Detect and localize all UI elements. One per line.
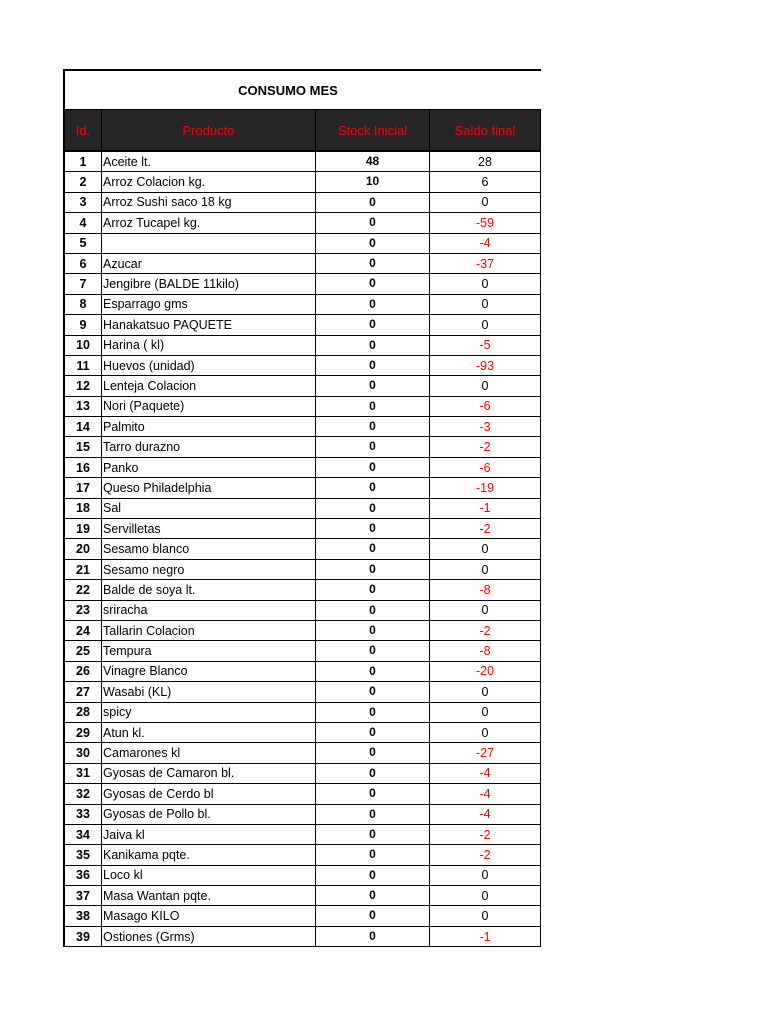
- cell-id[interactable]: 36: [65, 866, 102, 886]
- cell-stock-inicial[interactable]: 0: [316, 478, 430, 498]
- cell-stock-inicial[interactable]: 10: [316, 172, 430, 192]
- header-id: Id.: [65, 110, 102, 150]
- cell-id[interactable]: 18: [65, 499, 102, 519]
- cell-id[interactable]: 24: [65, 621, 102, 641]
- cell-producto[interactable]: Masago KILO: [102, 906, 316, 926]
- cell-saldo-final[interactable]: -8: [430, 580, 541, 600]
- cell-saldo-final[interactable]: -4: [430, 764, 541, 784]
- cell-id[interactable]: 39: [65, 927, 102, 947]
- table-row: [65, 519, 541, 539]
- cell-stock-inicial[interactable]: 0: [316, 927, 430, 947]
- table-row: [65, 743, 541, 763]
- cell-producto[interactable]: Arroz Sushi saco 18 kg: [102, 193, 316, 213]
- cell-producto[interactable]: Kanikama pqte.: [102, 845, 316, 865]
- cell-stock-inicial[interactable]: 0: [316, 437, 430, 457]
- cell-saldo-final[interactable]: -37: [430, 254, 541, 274]
- table-row: [65, 336, 541, 356]
- table-row: [65, 580, 541, 600]
- cell-producto[interactable]: spicy: [102, 703, 316, 723]
- cell-saldo-final[interactable]: -93: [430, 356, 541, 376]
- cell-stock-inicial[interactable]: 0: [316, 845, 430, 865]
- cell-producto[interactable]: Tempura: [102, 641, 316, 661]
- cell-producto[interactable]: sriracha: [102, 601, 316, 621]
- table-row: [65, 662, 541, 682]
- cell-stock-inicial[interactable]: 0: [316, 621, 430, 641]
- cell-saldo-final[interactable]: 0: [430, 539, 541, 559]
- cell-producto[interactable]: Palmito: [102, 417, 316, 437]
- cell-producto[interactable]: Arroz Tucapel kg.: [102, 213, 316, 233]
- cell-stock-inicial[interactable]: 0: [316, 866, 430, 886]
- cell-id[interactable]: 16: [65, 458, 102, 478]
- cell-stock-inicial[interactable]: 0: [316, 723, 430, 743]
- cell-saldo-final[interactable]: -1: [430, 927, 541, 947]
- table-row: [65, 560, 541, 580]
- cell-id[interactable]: 8: [65, 295, 102, 315]
- table-row: [65, 254, 541, 274]
- cell-id[interactable]: 6: [65, 254, 102, 274]
- cell-id[interactable]: 32: [65, 784, 102, 804]
- cell-saldo-final[interactable]: -5: [430, 336, 541, 356]
- cell-stock-inicial[interactable]: 0: [316, 458, 430, 478]
- cell-id[interactable]: 21: [65, 560, 102, 580]
- inventory-table: [63, 69, 541, 947]
- cell-producto[interactable]: Sesamo blanco: [102, 539, 316, 559]
- cell-stock-inicial[interactable]: 0: [316, 682, 430, 702]
- table-row: [65, 499, 541, 519]
- table-row: [65, 376, 541, 396]
- cell-stock-inicial[interactable]: 0: [316, 580, 430, 600]
- cell-stock-inicial[interactable]: 0: [316, 499, 430, 519]
- cell-producto[interactable]: Huevos (unidad): [102, 356, 316, 376]
- cell-saldo-final[interactable]: -20: [430, 662, 541, 682]
- cell-producto[interactable]: Wasabi (KL): [102, 682, 316, 702]
- cell-producto[interactable]: Camarones kl: [102, 743, 316, 763]
- table-row: [65, 234, 541, 254]
- table-row: [65, 825, 541, 845]
- cell-producto[interactable]: Harina ( kl): [102, 336, 316, 356]
- cell-saldo-final[interactable]: 0: [430, 193, 541, 213]
- cell-producto[interactable]: Tallarin Colacion: [102, 621, 316, 641]
- cell-saldo-final[interactable]: -3: [430, 417, 541, 437]
- cell-producto[interactable]: [102, 234, 316, 254]
- cell-id[interactable]: 26: [65, 662, 102, 682]
- cell-producto[interactable]: Lenteja Colacion: [102, 376, 316, 396]
- table-row: [65, 539, 541, 559]
- header-row: [65, 110, 541, 151]
- cell-stock-inicial[interactable]: 0: [316, 641, 430, 661]
- cell-stock-inicial[interactable]: 0: [316, 825, 430, 845]
- cell-saldo-final[interactable]: 0: [430, 703, 541, 723]
- cell-id[interactable]: 29: [65, 723, 102, 743]
- cell-stock-inicial[interactable]: 0: [316, 254, 430, 274]
- cell-saldo-final[interactable]: -2: [430, 519, 541, 539]
- table-row: [65, 274, 541, 294]
- header-producto: Producto: [102, 110, 316, 150]
- cell-saldo-final[interactable]: 0: [430, 906, 541, 926]
- cell-id[interactable]: 22: [65, 580, 102, 600]
- table-row: [65, 213, 541, 233]
- cell-id[interactable]: 37: [65, 886, 102, 906]
- table-row: [65, 866, 541, 886]
- table-row: [65, 641, 541, 661]
- cell-stock-inicial[interactable]: 0: [316, 601, 430, 621]
- table-row: [65, 478, 541, 498]
- cell-stock-inicial[interactable]: 0: [316, 274, 430, 294]
- cell-stock-inicial[interactable]: 0: [316, 315, 430, 335]
- cell-id[interactable]: 11: [65, 356, 102, 376]
- cell-producto[interactable]: Esparrago gms: [102, 295, 316, 315]
- cell-id[interactable]: 38: [65, 906, 102, 926]
- cell-id[interactable]: 34: [65, 825, 102, 845]
- table-row: [65, 356, 541, 376]
- table-row: [65, 723, 541, 743]
- cell-id[interactable]: 30: [65, 743, 102, 763]
- cell-id[interactable]: 35: [65, 845, 102, 865]
- cell-id[interactable]: 4: [65, 213, 102, 233]
- cell-stock-inicial[interactable]: 0: [316, 784, 430, 804]
- cell-producto[interactable]: Masa Wantan pqte.: [102, 886, 316, 906]
- table-row: [65, 397, 541, 417]
- cell-id[interactable]: 23: [65, 601, 102, 621]
- cell-id[interactable]: 1: [65, 152, 102, 172]
- table-row: [65, 315, 541, 335]
- cell-id[interactable]: 14: [65, 417, 102, 437]
- cell-id[interactable]: 25: [65, 641, 102, 661]
- cell-producto[interactable]: Vinagre Blanco: [102, 662, 316, 682]
- cell-saldo-final[interactable]: -6: [430, 397, 541, 417]
- cell-id[interactable]: 3: [65, 193, 102, 213]
- cell-stock-inicial[interactable]: 0: [316, 295, 430, 315]
- table-row: [65, 621, 541, 641]
- cell-stock-inicial[interactable]: 0: [316, 376, 430, 396]
- cell-id[interactable]: 20: [65, 539, 102, 559]
- table-row: [65, 172, 541, 192]
- cell-id[interactable]: 12: [65, 376, 102, 396]
- table-row: [65, 417, 541, 437]
- cell-producto[interactable]: Jengibre (BALDE 11kilo): [102, 274, 316, 294]
- cell-producto[interactable]: Jaiva kl: [102, 825, 316, 845]
- cell-id[interactable]: 2: [65, 172, 102, 192]
- cell-saldo-final[interactable]: -8: [430, 641, 541, 661]
- cell-stock-inicial[interactable]: 0: [316, 743, 430, 763]
- cell-stock-inicial[interactable]: 0: [316, 397, 430, 417]
- cell-stock-inicial[interactable]: 0: [316, 886, 430, 906]
- cell-id[interactable]: 7: [65, 274, 102, 294]
- cell-saldo-final[interactable]: -19: [430, 478, 541, 498]
- cell-stock-inicial[interactable]: 0: [316, 906, 430, 926]
- cell-producto[interactable]: Gyosas de Pollo bl.: [102, 805, 316, 825]
- cell-producto[interactable]: Azucar: [102, 254, 316, 274]
- cell-stock-inicial[interactable]: 0: [316, 703, 430, 723]
- table-row: [65, 152, 541, 172]
- cell-producto[interactable]: Nori (Paquete): [102, 397, 316, 417]
- cell-saldo-final[interactable]: 0: [430, 560, 541, 580]
- cell-producto[interactable]: Ostiones (Grms): [102, 927, 316, 947]
- cell-saldo-final[interactable]: -2: [430, 621, 541, 641]
- cell-saldo-final[interactable]: -4: [430, 234, 541, 254]
- cell-stock-inicial[interactable]: 48: [316, 152, 430, 172]
- cell-saldo-final[interactable]: -4: [430, 805, 541, 825]
- cell-id[interactable]: 5: [65, 234, 102, 254]
- cell-stock-inicial[interactable]: 0: [316, 356, 430, 376]
- cell-id[interactable]: 13: [65, 397, 102, 417]
- cell-stock-inicial[interactable]: 0: [316, 336, 430, 356]
- cell-id[interactable]: 28: [65, 703, 102, 723]
- cell-saldo-final[interactable]: 0: [430, 723, 541, 743]
- table-title: CONSUMO MES: [65, 71, 541, 110]
- cell-producto[interactable]: Gyosas de Cerdo bl: [102, 784, 316, 804]
- cell-saldo-final[interactable]: 0: [430, 315, 541, 335]
- cell-id[interactable]: 17: [65, 478, 102, 498]
- header-saldo-final: Saldo final: [430, 110, 541, 150]
- cell-saldo-final[interactable]: -1: [430, 499, 541, 519]
- cell-id[interactable]: 15: [65, 437, 102, 457]
- cell-saldo-final[interactable]: 0: [430, 376, 541, 396]
- cell-stock-inicial[interactable]: 0: [316, 417, 430, 437]
- cell-saldo-final[interactable]: 0: [430, 601, 541, 621]
- cell-saldo-final[interactable]: -6: [430, 458, 541, 478]
- cell-stock-inicial[interactable]: 0: [316, 805, 430, 825]
- cell-stock-inicial[interactable]: 0: [316, 764, 430, 784]
- cell-saldo-final[interactable]: -27: [430, 743, 541, 763]
- table-row: [65, 295, 541, 315]
- cell-saldo-final[interactable]: 0: [430, 886, 541, 906]
- table-body: [65, 151, 541, 947]
- cell-saldo-final[interactable]: 0: [430, 866, 541, 886]
- table-row: [65, 805, 541, 825]
- cell-saldo-final[interactable]: 6: [430, 172, 541, 192]
- cell-saldo-final[interactable]: 0: [430, 295, 541, 315]
- table-row: [65, 784, 541, 804]
- table-row: [65, 458, 541, 478]
- cell-saldo-final[interactable]: -59: [430, 213, 541, 233]
- cell-saldo-final[interactable]: -2: [430, 437, 541, 457]
- cell-id[interactable]: 19: [65, 519, 102, 539]
- cell-stock-inicial[interactable]: 0: [316, 213, 430, 233]
- cell-id[interactable]: 27: [65, 682, 102, 702]
- table-row: [65, 764, 541, 784]
- cell-producto[interactable]: Servilletas: [102, 519, 316, 539]
- cell-producto[interactable]: Aceite lt.: [102, 152, 316, 172]
- cell-saldo-final[interactable]: 0: [430, 274, 541, 294]
- cell-producto[interactable]: Gyosas de Camaron bl.: [102, 764, 316, 784]
- cell-id[interactable]: 9: [65, 315, 102, 335]
- cell-producto[interactable]: Tarro durazno: [102, 437, 316, 457]
- cell-producto[interactable]: Sal: [102, 499, 316, 519]
- table-row: [65, 927, 541, 947]
- cell-producto[interactable]: Hanakatsuo PAQUETE: [102, 315, 316, 335]
- cell-stock-inicial[interactable]: 0: [316, 662, 430, 682]
- cell-stock-inicial[interactable]: 0: [316, 519, 430, 539]
- cell-producto[interactable]: Loco kl: [102, 866, 316, 886]
- cell-saldo-final[interactable]: 0: [430, 682, 541, 702]
- cell-id[interactable]: 33: [65, 805, 102, 825]
- cell-stock-inicial[interactable]: 0: [316, 234, 430, 254]
- cell-id[interactable]: 31: [65, 764, 102, 784]
- cell-stock-inicial[interactable]: 0: [316, 560, 430, 580]
- table-row: [65, 906, 541, 926]
- cell-stock-inicial[interactable]: 0: [316, 539, 430, 559]
- cell-producto[interactable]: Arroz Colacion kg.: [102, 172, 316, 192]
- table-row: [65, 682, 541, 702]
- table-row: [65, 845, 541, 865]
- table-row: [65, 886, 541, 906]
- cell-saldo-final[interactable]: -2: [430, 825, 541, 845]
- cell-producto[interactable]: Atun kl.: [102, 723, 316, 743]
- table-row: [65, 703, 541, 723]
- cell-saldo-final[interactable]: -4: [430, 784, 541, 804]
- cell-producto[interactable]: Balde de soya lt.: [102, 580, 316, 600]
- table-row: [65, 193, 541, 213]
- cell-id[interactable]: 10: [65, 336, 102, 356]
- table-row: [65, 601, 541, 621]
- cell-producto[interactable]: Panko: [102, 458, 316, 478]
- cell-producto[interactable]: Queso Philadelphia: [102, 478, 316, 498]
- header-stock-inicial: Stock Inicial: [316, 110, 430, 150]
- cell-saldo-final[interactable]: 28: [430, 152, 541, 172]
- cell-producto[interactable]: Sesamo negro: [102, 560, 316, 580]
- cell-saldo-final[interactable]: -2: [430, 845, 541, 865]
- table-row: [65, 437, 541, 457]
- cell-stock-inicial[interactable]: 0: [316, 193, 430, 213]
